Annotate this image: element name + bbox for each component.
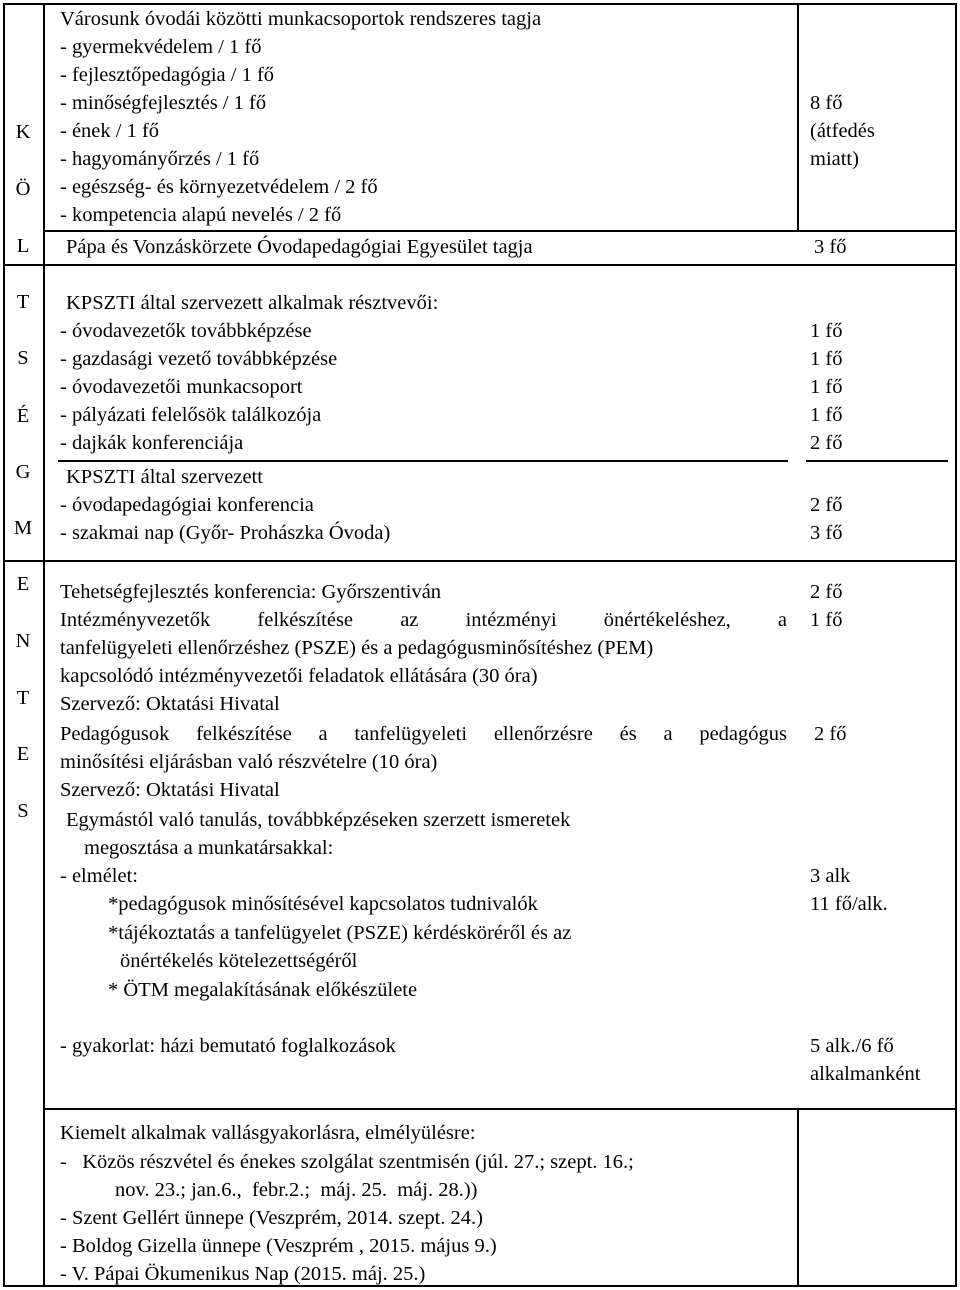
- text-line: KPSZTI által szervezett alkalmak résztvevői:: [66, 292, 439, 314]
- text-line: Intézményvezetők felkészítése az intézményi önértékeléshez, a: [60, 609, 787, 631]
- inner-divider: [58, 460, 788, 462]
- count-cell: 1 fő: [810, 348, 843, 370]
- count-cell: 1 fő: [810, 376, 843, 398]
- count-cell: 2 fő: [810, 494, 843, 516]
- count-cell: 3 alk: [810, 865, 851, 887]
- count-cell: (átfedés: [810, 120, 875, 142]
- letter: G: [15, 461, 31, 483]
- col-border: [797, 3, 799, 230]
- text-line: Szervező: Oktatási Hivatal: [60, 779, 280, 801]
- letter: E: [16, 573, 30, 595]
- text-line: Pápa és Vonzáskörzete Óvodapedagógiai Egyesület tagja: [66, 236, 533, 258]
- text-line: Kiemelt alkalmak vallásgyakorlásra, elmélyülésre:: [60, 1122, 476, 1144]
- text-line: - pályázati felelősök találkozója: [60, 404, 322, 426]
- text-line: - minőségfejlesztés / 1 fő: [60, 92, 267, 114]
- letter: E: [16, 743, 30, 765]
- text-line: - gyakorlat: házi bemutató foglalkozások: [60, 1035, 396, 1057]
- count-cell: 2 fő: [814, 723, 847, 745]
- text-line: Szervező: Oktatási Hivatal: [60, 693, 280, 715]
- count-cell: 1 fő: [810, 320, 843, 342]
- text-line: tanfelügyeleti ellenőrzéshez (PSZE) és a pedagógusminősítéshez (PEM): [60, 637, 654, 659]
- outer-right-border: [955, 3, 957, 1287]
- text-line: KPSZTI által szervezett: [66, 466, 263, 488]
- count-cell: 2 fő: [810, 581, 843, 603]
- letter: S: [17, 800, 29, 822]
- count-cell: 3 fő: [814, 236, 847, 258]
- text-line: Egymástól való tanulás, továbbképzéseken szerzett ismeretek: [66, 809, 571, 831]
- text-line: - hagyományőrzés / 1 fő: [60, 148, 260, 170]
- letter-column-border: [43, 3, 45, 1287]
- text-line: - gazdasági vezető továbbképzése: [60, 348, 338, 370]
- row-border: [3, 264, 957, 266]
- letter: N: [15, 630, 31, 652]
- count-cell: 1 fő: [810, 404, 843, 426]
- text-line: - fejlesztőpedagógia / 1 fő: [60, 64, 275, 86]
- count-cell: 5 alk./6 fő: [810, 1035, 894, 1057]
- text-line: *pedagógusok minősítésével kapcsolatos tudnivalók: [108, 893, 538, 915]
- text-line: megosztása a munkatársakkal:: [84, 837, 334, 859]
- text-line: - gyermekvédelem / 1 fő: [60, 36, 262, 58]
- text-line: - Közös részvétel és énekes szolgálat szentmisén (júl. 27.; szept. 16.;: [60, 1151, 634, 1173]
- text-line: - óvodavezetői munkacsoport: [60, 376, 303, 398]
- text-line: kapcsolódó intézményvezetői feladatok ellátására (30 óra): [60, 665, 538, 687]
- count-cell: 8 fő: [810, 92, 843, 114]
- letter: M: [13, 517, 33, 539]
- text-line: - szakmai nap (Győr- Prohászka Óvoda): [60, 522, 391, 544]
- letter: Ö: [15, 178, 31, 200]
- col-border: [797, 1108, 799, 1287]
- text-line: - V. Pápai Ökumenikus Nap (2015. máj. 25.): [60, 1263, 426, 1285]
- count-cell: 3 fő: [810, 522, 843, 544]
- letter: É: [16, 405, 30, 427]
- text-line: önértékelés kötelezettségéről: [120, 950, 358, 972]
- letter: T: [16, 687, 30, 709]
- text-line: - Szent Gellért ünnepe (Veszprém, 2014. szept. 24.): [60, 1207, 483, 1229]
- text-line: - óvodavezetők továbbképzése: [60, 320, 312, 342]
- count-cell: 11 fő/alk.: [810, 893, 888, 915]
- count-cell: 2 fő: [810, 432, 843, 454]
- text-line: nov. 23.; jan.6., febr.2.; máj. 25. máj. 28.)): [115, 1179, 478, 1201]
- inner-divider: [806, 460, 948, 462]
- count-cell: miatt): [810, 148, 859, 170]
- letter: L: [16, 235, 30, 257]
- row-border: [43, 230, 957, 232]
- text-line: Városunk óvodái közötti munkacsoportok rendszeres tagja: [60, 8, 542, 30]
- text-line: *tájékoztatás a tanfelügyelet (PSZE) kérdésköréről és az: [108, 922, 572, 944]
- text-line: Pedagógusok felkészítése a tanfelügyeleti ellenőrzésre és a pedagógus: [60, 723, 787, 745]
- text-line: Tehetségfejlesztés konferencia: Győrszentiván: [60, 581, 442, 603]
- text-line: - dajkák konferenciája: [60, 432, 244, 454]
- letter: S: [17, 347, 29, 369]
- text-line: - ének / 1 fő: [60, 120, 160, 142]
- text-line: - óvodapedagógiai konferencia: [60, 494, 314, 516]
- text-line: - egészség- és környezetvédelem / 2 fő: [60, 176, 378, 198]
- text-line: minősítési eljárásban való részvételre (10 óra): [60, 751, 438, 773]
- text-line: - elmélet:: [60, 865, 138, 887]
- row-border: [43, 1108, 957, 1110]
- letter: K: [15, 121, 31, 143]
- text-line: - Boldog Gizella ünnepe (Veszprém , 2015. május 9.): [60, 1235, 497, 1257]
- count-cell: 1 fő: [810, 609, 843, 631]
- row-border: [3, 560, 957, 562]
- letter: T: [16, 291, 30, 313]
- text-line: * ÖTM megalakításának előkészülete: [108, 979, 418, 1001]
- text-line: - kompetencia alapú nevelés / 2 fő: [60, 204, 342, 226]
- count-cell: alkalmanként: [810, 1063, 921, 1085]
